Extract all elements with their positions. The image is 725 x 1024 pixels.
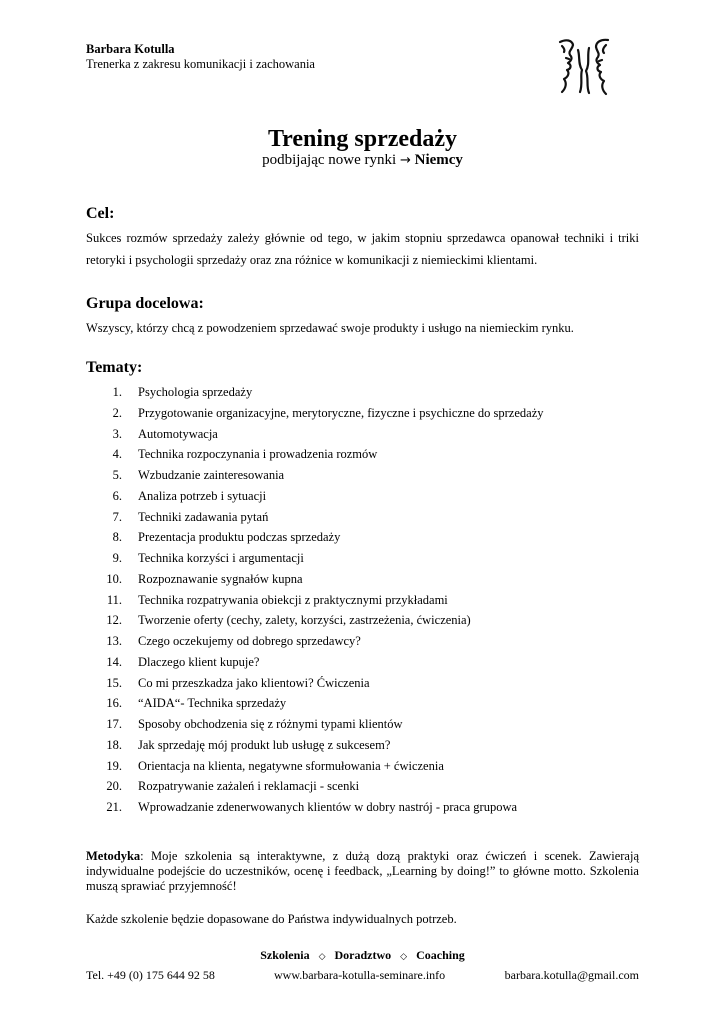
list-item: 21. Wprowadzanie zdenerwowanych klientów w dobry nastrój - praca grupowa — [106, 800, 518, 814]
list-item: 1. Psychologia sprzedaży — [112, 385, 253, 399]
methodology-label: Metodyka — [86, 849, 141, 863]
services-line — [0, 948, 725, 963]
list-item: 12. Tworzenie oferty (cechy, zalety, korzyści, zastrzeżenia, ćwiczenia) — [106, 613, 471, 628]
footer-email-link[interactable]: barbara.kotulla@gmail.com — [504, 968, 639, 982]
audience-heading: Grupa docelowa: — [86, 295, 204, 312]
service-consulting: Doradztwo — [334, 948, 392, 962]
subtitle-target: Niemcy — [414, 152, 463, 168]
goal-text: Sukces rozmów sprzedaży zależy głównie od tego, w jakim stopniu sprzedawca opanował techniki i triki retoryki i psychologii sprzedaży oraz zna różnice w komunikacji z niemieckimi klientami. — [86, 231, 639, 267]
list-item: 18. Jak sprzedaję mój produkt lub usługę z sukcesem? — [106, 737, 391, 752]
methodology-text: : Moje szkolenia są interaktywne, z dużą dozą praktyki oraz ćwiczeń i scenek. Zawierają indywidualne podejście do uczestników, ocenę i feedback, „Learning by doing!” to główne motto. Szkolenia muszą sprawiać przyjemność! — [86, 849, 639, 893]
list-item: 17. Sposoby obchodzenia się z różnymi typami klientów — [106, 717, 403, 731]
list-item: 13. Czego oczekujemy od dobrego sprzedawcy? — [106, 634, 361, 648]
closing-note: Każde szkolenie będzie dopasowane do Państwa indywidualnych potrzeb. — [86, 912, 457, 926]
document-subtitle — [0, 152, 725, 169]
topics-heading: Tematy: — [86, 359, 143, 376]
list-item: 5. Wzbudzanie zainteresowania — [112, 468, 285, 482]
subtitle-prefix: podbijając nowe rynki — [262, 152, 397, 168]
methodology-paragraph — [86, 849, 639, 894]
list-item: 3. Automotywacja — [112, 426, 218, 441]
document-title: Trening sprzedaży — [267, 126, 458, 152]
list-item: 4. Technika rozpoczynania i prowadzenia rozmów — [112, 447, 378, 462]
service-training: Szkolenia — [260, 948, 310, 962]
list-item: 6. Analiza potrzeb i sytuacji — [112, 488, 267, 503]
diamond-separator-icon: ◇ — [400, 952, 408, 962]
arrow-right-icon: → — [399, 153, 411, 168]
list-item: 10. Rozpoznawanie sygnałów kupna — [106, 571, 303, 586]
list-item: 20. Rozpatrywanie zażaleń i reklamacji - scenki — [106, 779, 360, 794]
list-item: 15. Co mi przeszkadza jako klientowi? Ćwiczenia — [106, 675, 370, 690]
goal-heading: Cel: — [86, 205, 115, 222]
author-role: Trenerka z zakresu komunikacji i zachowania — [86, 57, 315, 71]
list-item: 14. Dlaczego klient kupuje? — [106, 654, 260, 669]
list-item: 16. “AIDA“- Technika sprzedaży — [106, 696, 287, 711]
list-item: 2. Przygotowanie organizacyjne, merytoryczne, fizyczne i psychiczne do sprzedaży — [112, 405, 544, 420]
list-item: 11. Technika rozpatrywania obiekcji z praktycznymi przykładami — [106, 592, 448, 607]
faces-logo-icon — [556, 36, 612, 98]
footer-phone: Tel. +49 (0) 175 644 92 58 — [86, 968, 215, 982]
author-name: Barbara Kotulla — [86, 42, 175, 56]
letterhead — [86, 42, 315, 72]
diamond-separator-icon: ◇ — [318, 952, 326, 962]
service-coaching: Coaching — [416, 948, 465, 962]
list-item: 7. Techniki zadawania pytań — [112, 509, 269, 524]
audience-text: Wszyscy, którzy chcą z powodzeniem sprzedawać swoje produkty i usługo na niemieckim rynku. — [86, 321, 574, 335]
list-item: 9. Technika korzyści i argumentacji — [112, 551, 304, 565]
topics-list — [86, 382, 544, 818]
list-item: 8. Prezentacja produktu podczas sprzedaży — [112, 530, 341, 545]
list-item: 19. Orientacja na klienta, negatywne sformułowania + ćwiczenia — [106, 758, 444, 773]
footer-website-link[interactable]: www.barbara-kotulla-seminare.info — [274, 968, 446, 982]
